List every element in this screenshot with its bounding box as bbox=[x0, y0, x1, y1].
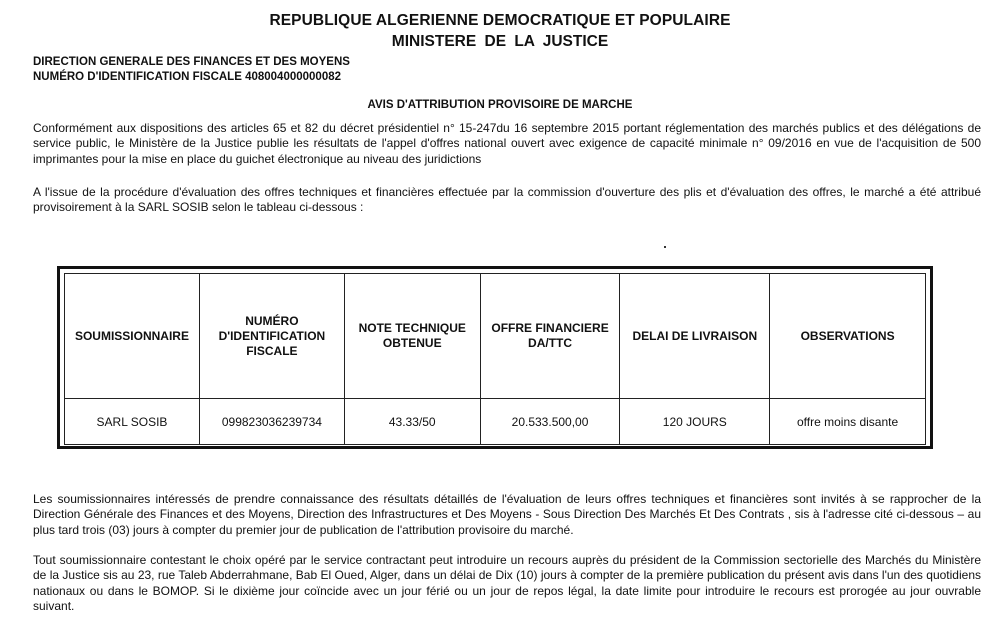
table-cell: 120 JOURS bbox=[620, 399, 770, 445]
paragraph-award: A l'issue de la procédure d'évaluation des offres techniques et financières effectuée par la commission d'ouverture des plis et d'évaluation des offres, le marché a été attribué provisoirement à la SARL SOSIB selon le tableau ci-dessous : bbox=[33, 185, 981, 215]
paragraph-consultation: Les soumissionnaires intéressés de prendre connaissance des résultats détaillés de l'évaluation de leurs offres techniques et financières sont invités à se rapprocher de la Direction Générale des Finances et des Moyens, Direction des Infrastructures et Des Moyens - Sous Direction Des Marchés Et Des Contrats , sis à l'adresse cité ci-dessous – au plus tard trois (03) jours à compter du premier jour de publication de l'attribution provisoire du marché. bbox=[33, 492, 981, 537]
column-header: DELAI DE LIVRAISON bbox=[620, 274, 770, 399]
table-cell: offre moins disante bbox=[770, 399, 926, 445]
results-table-frame bbox=[57, 266, 933, 449]
table-cell: 43.33/50 bbox=[344, 399, 480, 445]
table-row bbox=[65, 399, 926, 445]
column-header: SOUMISSIONNAIRE bbox=[65, 274, 200, 399]
paragraph-intro: Conformément aux dispositions des articles 65 et 82 du décret présidentiel n° 15-247du 16 septembre 2015 portant réglementation des marchés publics et des délégations de service public, le Ministère de la Justice publie les résultats de l'appel d'offres national ouvert avec exigence de capacité minimale n° 09/2016 en vue de l'acquisition de 500 imprimantes pour la mise en place du guichet électronique au niveau des juridictions bbox=[33, 121, 981, 166]
table-header-row bbox=[65, 274, 926, 399]
table-cell: 20.533.500,00 bbox=[480, 399, 620, 445]
table-cell: SARL SOSIB bbox=[65, 399, 200, 445]
notice-title: AVIS D'ATTRIBUTION PROVISOIRE DE MARCHE bbox=[367, 99, 633, 111]
scan-speck bbox=[664, 246, 666, 248]
table-cell: 099823036239734 bbox=[199, 399, 344, 445]
paragraph-appeal: Tout soumissionnaire contestant le choix opéré par le service contractant peut introduire un recours auprès du président de la Commission sectorielle des Marchés du Ministère de la Justice sis au 23, rue Taleb Abderrahmane, Bab El Oued, Alger, dans un délai de Dix (10) jours à compter de la première publication du présent avis dans l'un des quotidiens nationaux ou dans le BOMOP. Si le dixième jour coïncide avec un jour férié ou un jour de repos légal, la date limite pour introduire le recours est prorogée au jour ouvrable suivant. bbox=[33, 553, 981, 613]
direction-label: DIRECTION GENERALE DES FINANCES ET DES MOYENS bbox=[33, 56, 350, 68]
results-table bbox=[64, 273, 926, 445]
column-header: OFFRE FINANCIERE DA/TTC bbox=[480, 274, 620, 399]
header-title-line1: REPUBLIQUE ALGERIENNE DEMOCRATIQUE ET POPULAIRE bbox=[269, 12, 731, 29]
column-header: NUMÉRO D'IDENTIFICATION FISCALE bbox=[199, 274, 344, 399]
header-title-line2: MINISTERE DE LA JUSTICE bbox=[391, 33, 609, 50]
fiscal-id-label: NUMÉRO D'IDENTIFICATION FISCALE 408004000000082 bbox=[33, 71, 342, 83]
column-header: OBSERVATIONS bbox=[770, 274, 926, 399]
column-header: NOTE TECHNIQUE OBTENUE bbox=[344, 274, 480, 399]
